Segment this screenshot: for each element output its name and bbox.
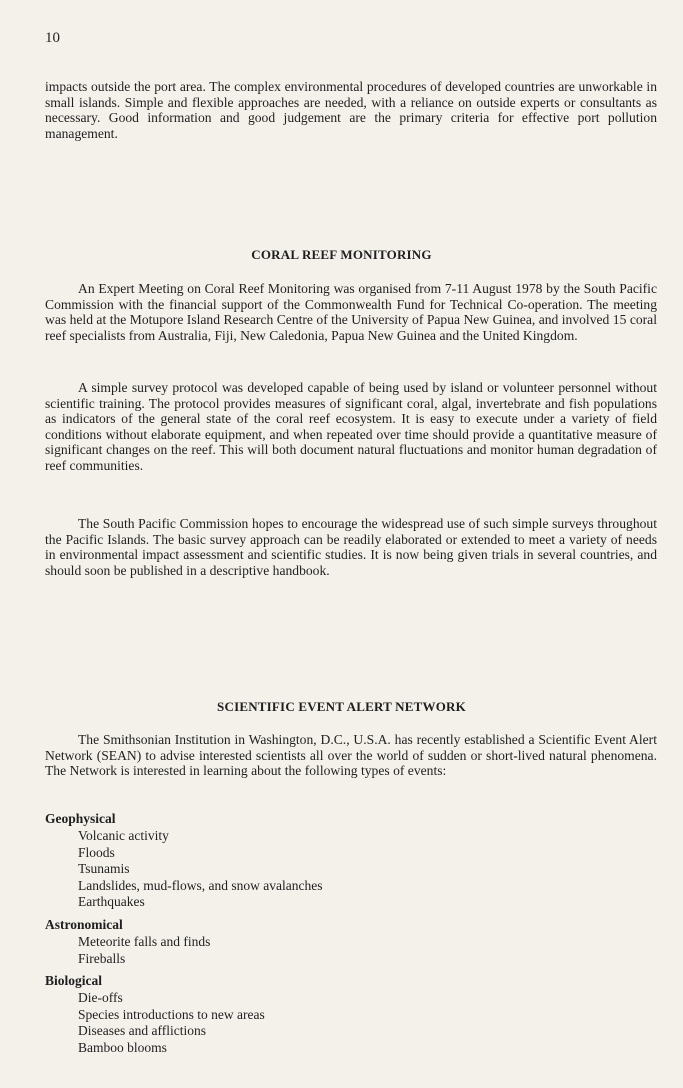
list-item: Bamboo blooms (78, 1039, 167, 1055)
list-item: Floods (78, 844, 115, 860)
list-item: Species introductions to new areas (78, 1006, 265, 1022)
list-item: Meteorite falls and finds (78, 934, 211, 949)
geophysical-event-list (78, 828, 322, 911)
category-title-biological: Biological (45, 973, 102, 988)
list-item: Landslides, mud-flows, and snow avalanches (78, 877, 323, 893)
coral-paragraph-3: The South Pacific Commission hopes to encourage the widespread use of such simple surveys throughout the Pacific Islands. The basic survey approach can be readily elaborated or extended to meet a variety of needs in environmental impact assessment and scientific studies. It is now being given trials in several countries, and should soon be published in a descriptive handbook. (45, 516, 657, 578)
list-item: Fireballs (78, 950, 126, 966)
coral-paragraph-2: A simple survey protocol was developed capable of being used by island or volunteer personnel without scientific training. The protocol provides measures of significant coral, algal, invertebrate and fish populations as indicators of the general state of the coral reef ecosystem. It is easy to execute under a variety of field conditions without elaborate equipment, and when repeated over time should provide a quantitative measure of significant changes on the reef. This will both document natural fluctuations and monitor human degradation of reef communities. (45, 380, 657, 473)
intro-paragraph: impacts outside the port area. The complex environmental procedures of developed countries are unworkable in small islands. Simple and flexible approaches are needed, with a reliance on outside experts or consultants as necessary. Good information and good judgement are the primary criteria for effective port pollution management. (45, 79, 657, 141)
biological-event-list (78, 990, 265, 1056)
category-title-astronomical: Astronomical (45, 917, 123, 932)
list-item: Earthquakes (78, 894, 145, 909)
coral-paragraph-1: An Expert Meeting on Coral Reef Monitoring was organised from 7-11 August 1978 by the South Pacific Commission with the financial support of the Commonwealth Fund for Technical Co-operation. The meeting was held at the Motupore Island Research Centre of the University of Papua New Guinea, and involved 15 coral reef specialists from Australia, Fiji, New Caledonia, Papua New Guinea and the United Kingdom. (45, 281, 657, 343)
list-item: Diseases and afflictions (78, 1023, 206, 1038)
list-item: Volcanic activity (78, 828, 169, 843)
astronomical-event-list (78, 934, 210, 967)
list-item: Tsunamis (78, 861, 130, 876)
sean-paragraph: The Smithsonian Institution in Washington, D.C., U.S.A. has recently established a Scientific Event Alert Network (SEAN) to advise interested scientists all over the world of sudden or short-lived natural phenomena. The Network is interested in learning about the following types of events: (45, 732, 657, 779)
list-item: Die-offs (78, 990, 123, 1005)
section-heading-scientific-event-alert-network: SCIENTIFIC EVENT ALERT NETWORK (217, 699, 466, 714)
category-title-geophysical: Geophysical (45, 811, 116, 826)
page-number: 10 (45, 30, 60, 46)
section-heading-coral-reef-monitoring: CORAL REEF MONITORING (251, 247, 432, 262)
